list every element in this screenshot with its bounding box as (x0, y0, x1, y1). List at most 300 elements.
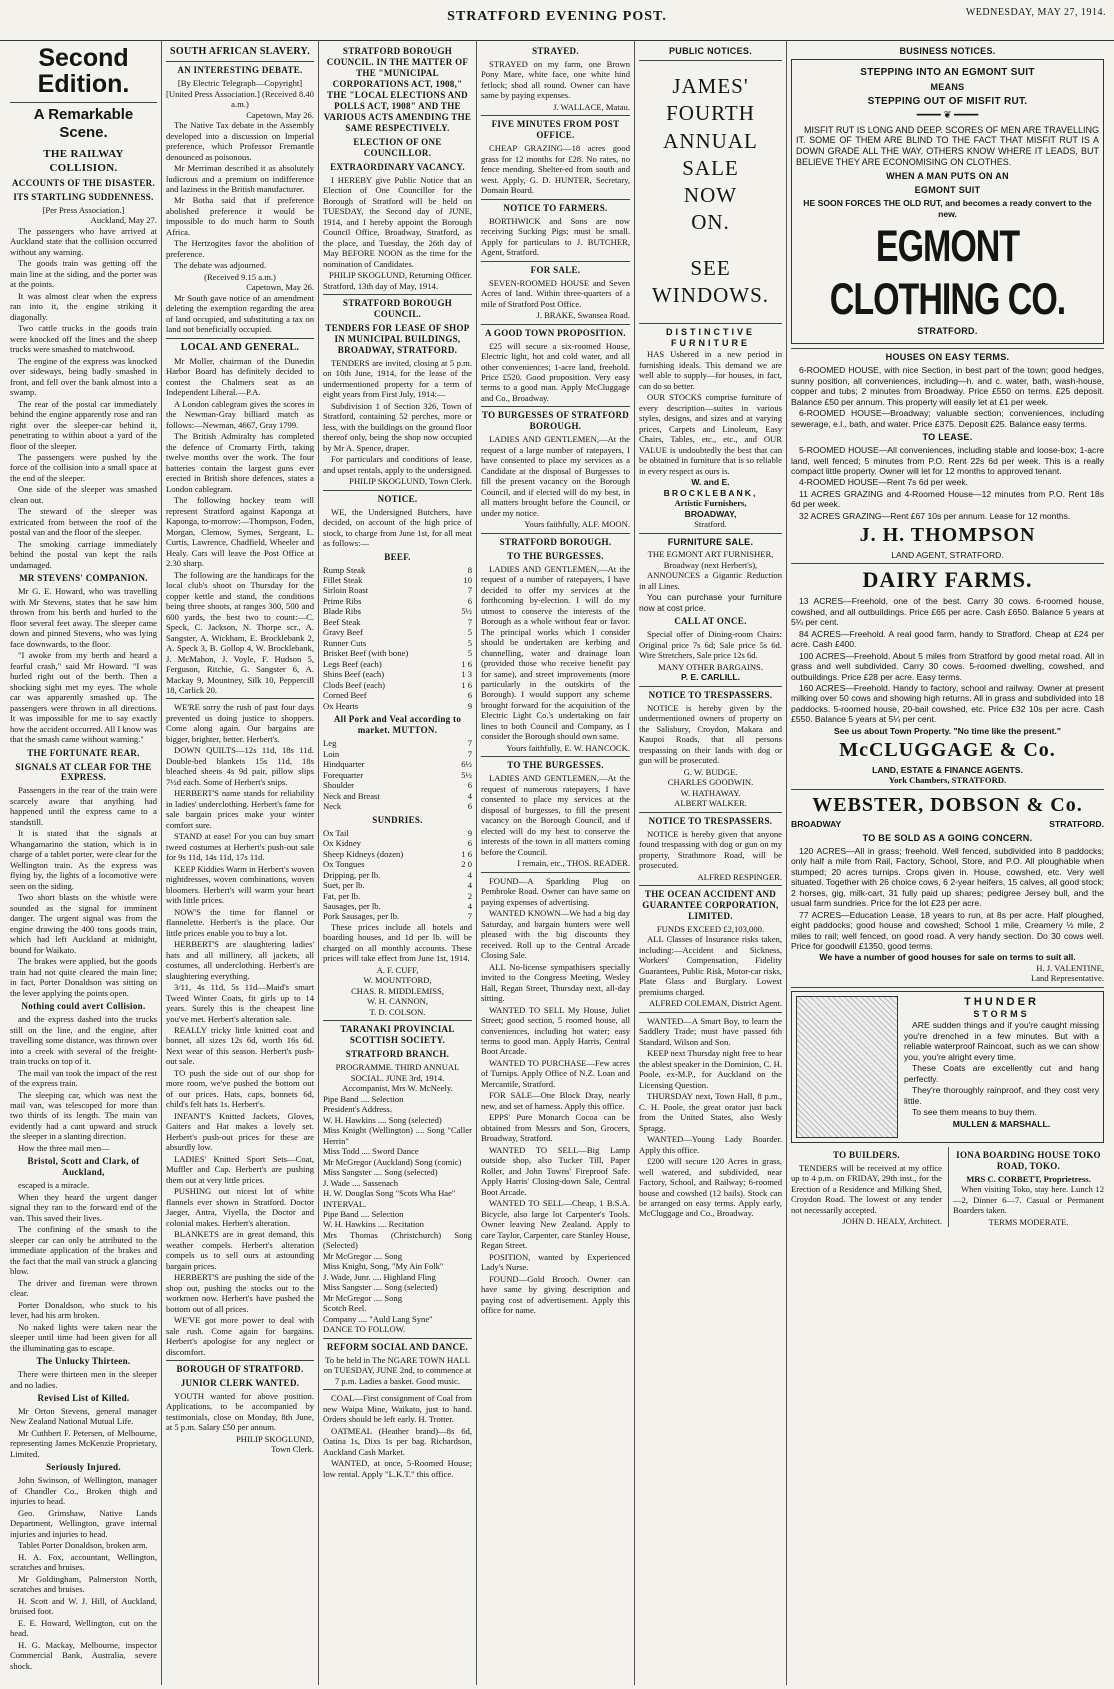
notice-body: BORTHWICK and Sons are now receiving Sucking Pigs; must be small. Apply for particulars to J. BUTCHER, Agent, Stratford. (481, 215, 630, 258)
price-item: Ox Tongues (323, 859, 365, 870)
price-item: Leg (323, 738, 337, 749)
price-row (323, 749, 472, 759)
programme-item: DANCE TO FOLLOW. (323, 1324, 406, 1335)
dairy-farms-heading: DAIRY FARMS. (862, 567, 1033, 593)
classified-ad: HERBERT'S are slaughtering ladies' hats and all millinery, all jackets, all costumes, all underclothing. Herbert's are slaughtering everything. (166, 939, 314, 981)
article-paragraph: E. E. Howard, Wellington, cut on the head. (10, 1617, 157, 1639)
price-value: 5 (467, 648, 472, 659)
ad-line: WINDOWS. (651, 283, 770, 308)
beef-price-list (323, 565, 472, 712)
price-row (323, 690, 472, 700)
notice-body: YOUTH wanted for above position. Applications, to be accompanied by testimonials, close on Monday, 8th June, at 5 p.m. Salary £50 per annum. (166, 1390, 314, 1433)
programme-item: President's Address. (323, 1104, 392, 1115)
classified-ad: FOUND—A Sparkling Plug on Pembroke Road. Owner can have same on paying expenses of advertising. (481, 875, 630, 907)
price-item: Beef Steak (323, 616, 361, 627)
raincoat-illustration-icon (796, 996, 898, 1138)
price-row (323, 606, 472, 616)
ad-signature: P. E. CARLILL. (680, 672, 741, 683)
price-value: 7 (467, 616, 472, 627)
bottom-notices (791, 1147, 1104, 1227)
agent-signature-title: Land Representative. (1030, 973, 1104, 984)
wire-credit: [Per Press Association.] (42, 204, 125, 215)
notice-heading: A GOOD TOWN PROPOSITION. (485, 327, 626, 338)
programme-title: PROGRAMME. THIRD ANNUAL SOCIAL. JUNE 3rd, 1914. (335, 1062, 460, 1083)
butchers-notice-heading: NOTICE. (377, 493, 418, 504)
notice-signature: J. BRAKE, Swansea Road. (536, 310, 630, 321)
article-paragraph: The rear of the postal car immediately behind the engine apparently rose and ran right over the sleeper-car behind it, penetrating to within about a yard of the floor of the sleeper. (10, 398, 157, 451)
notice-signature: Yours faithfully, ALF. MOON. (524, 519, 630, 530)
article-paragraph: Mr Botha said that if preference abolished preference it would be impossible to do much harm to South Africa. (166, 195, 314, 237)
listing: 160 ACRES—Freehold. Handy to factory, school and railway. Owner at present milking over 50 cows and showing high returns. All in grass and subdivided into 18 paddocks. 5-roomed house, 20-bail cowshed, etc. Price £32 10s per acre. Cash £550. Balance 5 years at 5¼ per cent. (791, 683, 1104, 725)
article-paragraph: Mr Orton Stevens, general manager New Zealand National Mutual Life. (10, 1406, 157, 1427)
ad-line: SEE (690, 255, 731, 280)
newspaper-title: STRATFORD EVENING POST. (447, 9, 667, 24)
programme-item: Mr McGregor .... Song (323, 1250, 403, 1261)
classified-ad: WANTED TO SELL My House, Juliet Street; good section, 5 roomed house, all conveniences, including hot water; easy terms to good man. Apply Harris, Central Boot Arcade. (481, 1004, 630, 1057)
price-item: Corned Beef (323, 690, 367, 701)
programme-item: Miss Todd .... Sword Dance (323, 1146, 419, 1157)
price-item: Forequarter (323, 769, 364, 780)
price-value: 8 (467, 564, 472, 575)
tender-heading: STRATFORD BOROUGH COUNCIL. (342, 297, 453, 319)
insurance-heading: THE OCEAN ACCIDENT AND GUARANTEE CORPORATION, LIMITED. (642, 888, 779, 921)
classified-ad: KEEP Kiddies Warm in Herbert's woven nightdresses, woven combinations, woven bloomers. Herbert's will warm your heart with little prices. (166, 863, 315, 906)
price-item: Fillet Steak (323, 575, 363, 585)
local-general-heading: LOCAL AND GENERAL. (180, 341, 300, 353)
price-value: 4 (467, 900, 472, 911)
notice-heading: FOR SALE. (530, 264, 581, 275)
price-value: 1 6 (461, 848, 472, 859)
price-row (323, 565, 472, 575)
price-row (323, 838, 472, 848)
price-row (323, 659, 472, 669)
ad-line: ANNUAL (663, 128, 758, 153)
classified-ad: STAND at ease! For you can buy smart tweed costumes at Herbert's push-out sale for 9s 11d, 14s 11d, 17s 11d. (166, 831, 314, 863)
furniture-sale-subheading: THE EGMONT ART FURNISHER, Broadway (next Herbert's), (647, 549, 774, 570)
subheading: THE FORTUNATE REAR. (27, 747, 140, 758)
signature-line: W. MOUNTFORD, (363, 975, 432, 986)
classified-ad: WANTED TO PURCHASE—Few acres of Turnips. Apply Office of N.Z. Loan and Mercantile, Stratford. (481, 1057, 630, 1089)
price-row (323, 738, 472, 748)
article-paragraph: The debate was adjourned. (174, 260, 267, 271)
classified-ad: BLANKETS are in great demand, this weather compels. Herbert's alteration compels us to sell ours at astounding bargain prices. (166, 1229, 314, 1271)
price-row (323, 870, 472, 880)
article-paragraph: The mail van took the impact of the rest of the express train. (10, 1067, 157, 1089)
notice-heading: FIVE MINUTES FROM POST OFFICE. (491, 119, 620, 141)
notice-heading: IONA BOARDING HOUSE TOKO ROAD, TOKO. (956, 1149, 1101, 1171)
ad-heading: THUNDER (964, 995, 1039, 1008)
issue-date: WEDNESDAY, MAY 27, 1914. (965, 7, 1106, 18)
price-value: 4 (467, 869, 472, 880)
article-paragraph: The following hockey team will represent Stratford against Kaponga at Kaponga, to-morrow:—Thompson, Foden, Morgan, Clemow, Symes, Sergeant, L. Curtis, Lawrence, Chadfield, Wheeler and Healy. Cars will leave the Post Office at 2.30 sharp. (166, 495, 314, 569)
ad-body: You can purchase your furniture now at cost price. (639, 592, 782, 613)
notice-signature: J. WALLACE, Matau. (553, 101, 630, 112)
notice-subheading: JUNIOR CLERK WANTED. (180, 1377, 300, 1388)
article-paragraph: Mr Goldingham, Palmerston North, scratches and bruises. (10, 1573, 157, 1595)
article-paragraph: The passengers who have arrived at Auckland state that the collision occurred without any warning. (10, 225, 157, 257)
column-2 (161, 40, 318, 1685)
programme-item: Mrs Thomas (Christchurch) Song (Selected) (323, 1229, 472, 1251)
ad-signature: BROCKLEBANK, (663, 487, 758, 498)
ad-body: OUR STOCKS comprise furniture of every description—suites in various styles, designs, and sizes and at varying prices, Carpets and Linoleum, Easy Chairs, Tables, etc., etc., and OUR VALUE is undoubtedly the best that can be obtained in furniture that is so reliable in every respect as ours is. (639, 392, 782, 476)
classified-ad: INFANT'S Knitted Jackets, Gloves, Gaiters and Hat makes a lovely set. Herbert's push-out prices for these are absurdly low. (166, 1110, 314, 1153)
scottish-society-heading: TARANAKI PROVINCIAL SCOTTISH SOCIETY. (340, 1024, 455, 1046)
price-item: Blade Ribs (323, 606, 361, 617)
accounts-heading: ACCOUNTS OF THE DISASTER. (11, 177, 156, 188)
price-item: Loin (323, 748, 340, 759)
classified-ad: ALL No-license sympathisers specially invited to the Congress Meeting, Wesley Hall, Regan Street, Thursday next, all-day sitting. (481, 961, 630, 1004)
butcher-signatures (323, 965, 472, 1017)
agent-location (791, 819, 1104, 829)
price-value: 5½ (461, 769, 472, 780)
notice-heading: TO BURGESSES OF STRATFORD BOROUGH. (481, 410, 630, 432)
price-row (323, 575, 472, 585)
price-item: Ox Kidney (323, 838, 361, 849)
article-paragraph: The confining of the smash to the sleeper car can only be attributed to the immediate application of the brakes and the fact that the mail van struck a glancing blow. (10, 1224, 157, 1277)
notice-body: WE, the Undersigned Butchers, have decided, on account of the high price of stock, to charge from June 1st, for all meat as follows:— (323, 506, 472, 549)
notice-heading: NOTICE TO FARMERS. (503, 202, 608, 213)
proprietor: MRS C. CORBETT, Proprietress. (966, 1173, 1091, 1184)
price-item: Ox Hearts (323, 700, 359, 711)
article-paragraph: Geo. Grimshaw, Native Lands Department, Wellington, grave internal injuries and injuries to head. (10, 1507, 157, 1539)
article-paragraph: When they heard the urgent danger signal they ran to the forward end of the van. This saved their lives. (10, 1191, 157, 1223)
signature-line: CHARLES GOODWIN. (667, 777, 754, 788)
programme-item: Pipe Band .... Selection (323, 1093, 404, 1104)
listing: 6-ROOMED HOUSE—Broadway; valuable section; conveniences, including sewerage, e.l., bath, and water. Price £375. Deposit £25. Balance easy terms. (791, 408, 1104, 429)
houses-heading: HOUSES ON EASY TERMS. (885, 352, 1010, 363)
price-item: Sausages, per lb. (323, 900, 381, 911)
classified-ad: DOWN QUILTS—12s 11d, 18s 11d. Double-bed blankets 15s 11d, 18s bleached sheets 4s 9d pair, pillow slips 7½d each. Some of Herbert's snips. (166, 745, 314, 787)
notice-signature: I remain, etc., THOS. READER. (517, 858, 630, 869)
classified-ad: REALLY tricky little knitted coat and bonnet, all sizes 12s 6d, worth 16s 6d. Next wear of this season. Herbert's push-out sale. (166, 1025, 314, 1067)
article-paragraph: John Swinson, of Wellington, manager of Chandler Co., Broken thigh and injuries to head. (10, 1475, 157, 1507)
ad-line: WHEN A MAN PUTS ON AN (886, 171, 1009, 182)
price-value: 7 (467, 911, 472, 922)
programme-item: J. Wade, Junr. .... Highland Fling (323, 1271, 436, 1282)
column-6 (786, 40, 1108, 1685)
notice-body: LADIES AND GENTLEMEN,—At the request of numerous ratepayers, I have consented to place my services at the disposal of burgesses, to fill the present vacancy on the Borough Council, and if elected will do my best to conserve the interests of the town in all matters coming before the Council. (481, 773, 630, 857)
price-value: 2 0 (461, 859, 472, 870)
article-paragraph: The British Admiralty has completed the defence of Cromarty Firth, taking twelve months over the work. The four batteries contain the largest guns ever erected in British shore defences, states a London cablegram. (166, 431, 314, 494)
classified-ad: £200 will secure 120 Acres in grass, well watered, and subdivided, near Factory, School, and Railway; 6-roomed house and cowshed (12 bails). Stock can be arranged on easy terms. Apply early, McCluggage and Co., Broadway. (639, 1156, 782, 1219)
article-paragraph: escaped is a miracle. (18, 1180, 90, 1191)
election-heading: STRATFORD BOROUGH COUNCIL. IN THE MATTER OF THE "MUNICIPAL CORPORATIONS ACT, 1908," THE "LOCAL ELECTIONS AND POLLS ACT, 1908" AND THE VARIOUS ACTS AMENDING THE SAME RESPECTIVELY. (323, 46, 472, 133)
article-paragraph: The smoking carriage immediately behind the postal van kept the rails undamaged. (10, 538, 157, 570)
ad-body: These Coats are excellently cut and hang perfectly. (904, 1063, 1099, 1084)
programme-item: Miss Sangster .... Song (selected) (323, 1167, 438, 1178)
price-value: 9 (467, 827, 472, 838)
listing-footer: We have a number of good houses for sale on terms to suit all. (819, 952, 1076, 963)
price-item: Neck (323, 801, 342, 812)
price-list-heading: All Pork and Veal according to market. MUTTON. (333, 714, 462, 736)
listing: 13 ACRES—Freehold, one of the best. Carry 30 cows. 6-roomed house, cowshed, and all outbuildings. Price £65 per acre. Cash £650. Balance 5 years at 5¼ per cent. (791, 596, 1104, 628)
article-paragraph: The driver and fireman were thrown clear. (10, 1277, 157, 1299)
price-row (323, 585, 472, 595)
article-paragraph: How the three mail men— (18, 1142, 110, 1153)
column-5 (634, 40, 786, 1685)
article-paragraph: H. G. Mackay, Melbourne, inspector Commercial Bank, Australia, severe shock. (10, 1639, 157, 1671)
scottish-society-subheading: STRATFORD BRANCH. (345, 1049, 450, 1060)
notice-body: NOTICE is hereby given that anyone found trespassing with dog or gun on my property, Strathmore Road, will be prosecuted. (639, 828, 782, 871)
notice-heading: NOTICE TO TRESPASSERS. (648, 689, 773, 700)
price-row (323, 891, 472, 901)
article-paragraph: The steward of the sleeper was extricated from between the roof of the postal van and the floor of the sleeper. (10, 506, 157, 538)
price-row (323, 901, 472, 911)
furniture-sale-heading: FURNITURE SALE. (667, 536, 754, 547)
price-list-heading: BEEF. (384, 551, 411, 562)
programme-item: INTERVAL. (323, 1198, 367, 1209)
classified-ad: WANTED TO SELL—Big Lamp outside shop, also Tucker Till, Paper Roller, and John Towns' Fireproof Safe. Apply Harris' Closing-down Sale, Central Boot Arcade. (481, 1144, 630, 1197)
subheading: Seriously Injured. (46, 1462, 121, 1473)
ad-line: STRATFORD. (917, 326, 978, 337)
price-value: 7 (467, 585, 472, 596)
ad-signature: W. and E. (691, 477, 730, 488)
election-subheading: ELECTION OF ONE COUNCILLOR. (353, 136, 442, 158)
notice-body: NOTICE is hereby given by the undermentioned owners of property on the Salisbury, Croydon, Makara and Kaupoi Roads, that all persons trespassing on their lands with dog or gun will be prosecuted. (639, 702, 782, 766)
debate-heading: AN INTERESTING DEBATE. (177, 65, 303, 76)
notice-body: £25 will secure a six-roomed House, Electric light, hot and cold water, and all other conveniences; 1-acre land, freehold. Price £520. Good proposition. Very easy terms to a good man. Apply McCluggage and Co., Broadway. (481, 340, 630, 403)
price-value: 5 (467, 637, 472, 648)
furniture-ad-heading: DISTINCTIVE (665, 327, 755, 338)
ad-signature: MULLEN & MARSHALL. (952, 1118, 1051, 1129)
notice-body: STRAYED on my farm, one Brown Pony Mare, white face, one white hind fetlock; shod all round. Owner can have same by paying expenses. (481, 58, 630, 101)
article-paragraph: Mr South gave notice of an amendment deleting the exemption regarding the area of land occupied, and substituting a tax on land not beneficially occupied. (166, 292, 314, 335)
article-paragraph: The passengers were pushed by the force of the collision into a small space at the end of the sleeper. (10, 451, 157, 483)
article-paragraph: There were thirteen men in the sleeper and no ladies. (10, 1369, 157, 1390)
agent-name: McCLUGGAGE & Co. (839, 739, 1056, 762)
agent-signature: H. J. VALENTINE, (1036, 962, 1104, 973)
classified-ad: WANTED—A Smart Boy, to learn the Saddlery Trade; must have passed 6th Standard. Wilson and Son. (639, 1015, 782, 1047)
programme-item: Miss Knight, Song, "My Ain Folk" (323, 1261, 444, 1272)
classified-ad: HERBERT'S are pushing the side of the shop out, pushing the stocks out to the workmen now. Herbert's have pushed the bottom out of all prices. (166, 1272, 314, 1314)
notice-body: ALL Classes of Insurance risks taken, including:—Accident and Sickness, Workers' Compensation, Fidelity Guarantees, Public Risk, Motor-car risks, Plate Glass and Burglary. Lowest premiums charged. (639, 934, 782, 997)
listing-footer: See us about Town Property. "No time like the present." (833, 725, 1061, 736)
programme-item: Mr McGregor (Auckland) Song (comic) (323, 1156, 462, 1167)
classified-ad: LADIES' Knitted Sport Sets—Coat, Muffler and Cap. Herbert's are pushing them out at very little prices. (166, 1153, 314, 1185)
price-value: 6 (467, 780, 472, 791)
article-paragraph: The Native Tax debate in the Assembly developed into a discussion on Imperial preference, which Professor Fremantle denounced as poisonous. (166, 120, 314, 162)
price-value: 4 (467, 880, 472, 891)
price-value: 2 (467, 890, 472, 901)
price-value: 6½ (461, 759, 472, 770)
classified-ad: WANTED TO SELL—Cheap, 1 B.S.A. Bicycle, also large lot Carpenter's Tools. Owner leaving New Zealand. Apply to care Taylor, Carpenter, care Stanley House, Regan Street. (481, 1198, 630, 1251)
signature-line: W. HATHAWAY. (680, 787, 741, 798)
price-item: Brisket Beef (with bone) (323, 648, 409, 659)
reform-social-heading: REFORM SOCIAL AND DANCE. (326, 1341, 469, 1352)
notice-signature: PHILIP SKOGLUND, Town Clerk. (349, 476, 472, 487)
classified-ad: WE'VE got more power to deal with sale rush. Come again for bargains. Herbert's apologise for any neglect or discomfort. (166, 1315, 314, 1357)
see-windows-ad (639, 255, 782, 310)
listing: 120 ACRES—All in grass; freehold. Well fenced, subdivided into 8 paddocks; only half a mile from Rail, Factory, School, Store, and P.O. All ploughable when stumped; 20 acres turnips. Crops given in. House, cowshed, etc. Very well situated. Together with 26 choice cows, 6 2-year heifers, 15 calves, all good stock; 2 horses, gig, milk-cart, 31 fully paid up shares; pedigree Jersey bull, and the usual farm sundries. Price for the lot £23 per acre. (791, 845, 1104, 909)
notice-signature-title: Town Clerk. (271, 1444, 314, 1455)
notice-heading: NOTICE TO TRESPASSERS. (648, 815, 773, 826)
subheading: Bristol, Scott and Clark, of Auckland, (27, 1156, 140, 1178)
article-paragraph: The sleeping car, which was next the mail van, was telescoped for more than two thirds of its length. The main van evidently had a cant upward and struck the sleeper in a slanting direction. (10, 1089, 157, 1142)
notice-body: For particulars and conditions of lease, and upset rentals, apply to the undersigned. (323, 454, 472, 475)
article-paragraph: Mr Merriman described it as absolutely ludicrous and a premium on indifference and laziness in the British manufacturer. (166, 163, 314, 194)
collision-heading: THE RAILWAY COLLISION. (43, 148, 124, 174)
programme-item: Scotch Reel. (323, 1303, 367, 1314)
price-row (323, 880, 472, 890)
column-4 (476, 40, 634, 1685)
price-item: Shins Beef (each) (323, 669, 385, 680)
column-3 (318, 40, 476, 1685)
ad-line: JAMES' (672, 73, 749, 98)
price-value: 5½ (461, 606, 472, 617)
article-paragraph: The engine of the express was knocked over sideways, being badly smashed in front, and fell over the bank almost into a swamp. (10, 355, 157, 398)
classified-ad: OATMEAL (Heather brand)—8s 6d, Oatina 1s, Dixs 1s per bag. Richardson, Auckland Cash Market. (323, 1425, 472, 1457)
thunder-storms-ad (791, 991, 1104, 1143)
classified-ad: WE'RE sorry the rush of past four days prevented us doing justice to shoppers. Come along again. Our bargains are bigger, brighter, better. Herbert's. (166, 702, 314, 744)
classified-ad: 3/11, 4s 11d, 5s 11d—Maid's smart Tweed Winter Coats, fit girls up to 14 years. Surely this is the cheapest line you've met. Herbert's alteration sale. (166, 982, 314, 1024)
article-paragraph: No naked lights were taken near the sleeper until time had been given for all the illuminating gas to escape. (10, 1321, 157, 1353)
ad-body: ARE sudden things and if you're caught missing you're drenched in a few minutes. But with a reliable waterproof Raincoat, such as we can show you, you're alright every time. (904, 1020, 1099, 1062)
notice-body: To be held in The NGARE TOWN HALL on TUESDAY, JUNE 2nd, to commence at 7 p.m. Ladies a basket. Good music. (323, 1354, 472, 1386)
price-value: 1 3 (461, 669, 472, 680)
price-item: Sirloin Roast (323, 585, 369, 596)
classified-ad: PUSHING out nicest lot of white flannels ever shown in Stratford. Doctor Jaeger, Antra, Viyella, the Doctor and colonial makes. Herbert's alteration. (166, 1186, 314, 1228)
notice-date: Stratford, 13th day of May, 1914. (323, 280, 438, 291)
classified-ad: COAL—First consignment of Coal from new Waipa Mine, Waikato, just to hand. Orders should be left early. H. Trotter. (323, 1393, 472, 1425)
ad-line: NOW (683, 183, 738, 208)
furniture-ad-heading: FURNITURE (671, 338, 750, 349)
classified-ad: NOW'S the time for flannel or flannelette. Herbert's is the place. Our little prices enable you to buy a lot. (166, 906, 314, 938)
article-paragraph: Mr Cuthbert F. Petersen, of Melbourne, representing James McKenzie Proprietary, Limited. (10, 1427, 157, 1459)
price-row (323, 701, 472, 711)
ad-signature: BROADWAY, (684, 508, 737, 519)
price-row (323, 638, 472, 648)
price-item: Gravy Beef (323, 627, 363, 638)
price-row (323, 648, 472, 658)
article-paragraph: The following are the handicaps for the local club's shoot on Thursday for the copper kettle and stand, the conditions being three shoots, at ranges 300, 500 and 600 yards, the best two to count:—C. Speck, C. Jackson, N. Thorpe scr., A. Sangster, A. Wickham, E. Brocklebank 2, A. Speck 3, B. Gollop 4, W. Brocklebank, J. McMahon, J. Voyle, F. Hudson 5, Ferguson, Ritchie, G. Sangster 6, A. Mackay 9, Mountney, Silk 10, Peppercill 18, Carlick 20. (166, 569, 314, 695)
article-paragraph: The brakes were applied, but the goods train had not quite cleared the main line; in fact, Porter Donaldson was sitting on the lever applying the points open. (10, 956, 157, 998)
listing: 100 ACRES—Freehold. About 5 miles from Stratford by good metal road. All in grass and well subdivided. Carry 30 cows. 5-roomed dwelling, cowshed, and outbuildings. Price £28 per acre. Easy terms. (791, 650, 1104, 682)
price-row (323, 627, 472, 637)
article-paragraph: and the express dashed into the trucks still on the line, and the engine, after travelling some distance, was thrown over into a creek with several of the freight-train trucks on top of it. (10, 1014, 157, 1067)
public-notices-heading: PUBLIC NOTICES. (668, 46, 752, 56)
price-row (323, 596, 472, 606)
notice-body: LADIES AND GENTLEMEN,—At the request of a large number of ratepayers, I have consented to place my services as a Candidate at the disposal of Burgesses to fill the present vacancy on the Borough Council, and if elected will do my best, in all matters brought before the Council, or under my notice. (481, 434, 630, 518)
article-paragraph: Two short blasts on the whistle were sounded as the signal for imminent danger. The urgent signal was from the engine drawing the 400 tons goods train, which had left Auckland at midnight, bound for Waikato. (10, 892, 157, 955)
price-value: 7 (467, 738, 472, 749)
price-value: 6 (467, 838, 472, 849)
price-item: Fat, per lb. (323, 890, 361, 901)
price-item: Pork Sausages, per lb. (323, 911, 400, 922)
wire-credit: [By Electric Telegraph—Copyright] [United Press Association.] (Received 8.40 a.m.) (166, 78, 314, 110)
dateline: Capetown, May 26. (246, 109, 314, 120)
dateline: Capetown, May 26. (246, 282, 314, 293)
price-value: 6 (467, 690, 472, 701)
notice-signature: PHILIP SKOGLUND, Returning Officer. (329, 270, 472, 281)
agent-name: J. H. THOMPSON (859, 524, 1036, 547)
agent-town: STRATFORD. (1049, 819, 1104, 830)
ad-signature: Stratford. (694, 519, 727, 530)
notice-signature: ALFRED COLEMAN, District Agent. (649, 998, 782, 1009)
price-item: Ox Tail (323, 827, 349, 838)
notice-body: LADIES AND GENTLEMEN,—At the request of a number of ratepayers, I have decided to offer my services at the forthcoming by-election. I will do my utmost to conserve the interests of the Borough as a whole without fear or favor. The principal works which I consider should be undertaken are kerbing and channelling, water and drainage loan (provided those who receive benefit pay for same), and street improvements (more particularly in the outskirts of the Borough). I would support any scheme brought forward for the acquisition of the Electric Light Co.'s undertaking on fair lines to both Council and Company, as I consider the Borough should own same. (481, 563, 630, 742)
mutton-price-list (323, 738, 472, 811)
programme-item: Miss Sangster .... Song (selected) (323, 1282, 438, 1293)
trespass-signatures (639, 767, 782, 809)
price-row (323, 828, 472, 838)
ad-callout: MANY OTHER BARGAINS. (658, 661, 763, 672)
business-notices-heading: BUSINESS NOTICES. (899, 46, 996, 56)
subheading: The Unlucky Thirteen. (36, 1356, 131, 1367)
price-value: 5 (467, 627, 472, 638)
ad-body: They're thoroughly rainproof, and they cost very little. (904, 1085, 1099, 1106)
classified-ad: TO push the side out of our shop for more room, we've pushed the bottom out of our prices. Hats, caps, bonnets 6d, child's felt hats 1s. Herbert's. (166, 1067, 314, 1110)
signature-line: G. W. BUDGE. (683, 766, 738, 777)
column-1 (6, 40, 161, 1685)
price-item: Runner Cuts (323, 637, 367, 648)
notice-body: I HEREBY give Public Notice that an Election of One Councillor for the Borough of Stratford will be held on TUESDAY, the Second day of JUNE, 1914, and I hereby appoint the Borough Council Office, Broadway, Stratford, as the place, and Tuesday, the 26th day of May BEFORE NOON as the time for the nomination of Candidates. (323, 174, 472, 269)
price-row (323, 780, 472, 790)
agent-street: BROADWAY (791, 819, 842, 830)
classified-ad: WANTED, at once, 5-Roomed House; low rental. Apply "L.K.T." this office. (323, 1458, 472, 1479)
article-paragraph: The goods train was getting off the main line at the siding, and the porter was at the points. (10, 258, 157, 290)
article-paragraph: It is stated that the signals at Whangamarino the station, which is in charge of a tablet porter, were clear for the Wellington train. As the express was flying by, the lights of a locomotive were seen on the siding. (10, 828, 157, 891)
ad-line: MEANS (930, 82, 965, 93)
ad-line: EGMONT SUIT (914, 185, 981, 196)
agent-title: LAND, ESTATE & FINANCE AGENTS. (872, 764, 1023, 775)
ornament-divider: ━━━━ ❦ ━━━━ (916, 110, 979, 122)
signature-line: CHAS. R. MIDDLEMISS, (351, 985, 444, 996)
dateline: Auckland, May 27. (90, 215, 157, 226)
programme-item: Company .... "Auld Lang Syne" (323, 1313, 433, 1324)
ad-line: STEPPING OUT OF MISFIT RUT. (867, 96, 1028, 108)
ad-body: MISFIT RUT IS LONG AND DEEP. SCORES OF MEN ARE TRAVELLING IT. SOME OF THEM ARE BLIND TO THE FACT THAT MISFIT RUT IS A DOWN GRADE ALL THE WAY. OTHERS KNOW WHERE IT LEADS, BUT BELIEVE THEY ARE ECONOMISING ON CLOTHES. (796, 124, 1099, 168)
price-value: 10 (463, 575, 472, 585)
notice-body: These prices include all hotels and boarding houses, and 1d per lb. will be charged on all monthly accounts. These prices will take effect from June 1st, 1914. (323, 921, 472, 964)
article-paragraph: Passengers in the rear of the train were scarcely aware that anything had happened until the express came to a standstill. (10, 785, 157, 827)
price-item: Legs Beef (each) (323, 658, 382, 669)
article-paragraph: Porter Donaldson, who stuck to his lever, had his arm broken. (10, 1299, 157, 1321)
price-item: Sheep Kidneys (dozen) (323, 848, 404, 859)
listing-heading: TO BE SOLD AS A GOING CONCERN. (862, 832, 1033, 843)
ad-line: HE SOON FORCES THE OLD RUT, and becomes a ready convert to the new. (803, 198, 1092, 219)
lease-heading: TO LEASE. (922, 432, 973, 443)
ad-line: STEPPING INTO AN EGMONT SUIT (860, 66, 1035, 78)
notice-signature: Yours faithfully, E. W. HANCOCK. (506, 742, 630, 753)
price-value: 6 (467, 595, 472, 606)
notice-heading: TO BUILDERS. (833, 1149, 900, 1160)
notice-body: SEVEN-ROOMED HOUSE and Seven Acres of land. Within three-quarters of a mile of Stratford Post Office. (481, 277, 630, 309)
election-subheading: EXTRAORDINARY VACANCY. (330, 161, 465, 172)
price-value: 4 (467, 790, 472, 801)
strayed-heading: STRAYED. (532, 46, 579, 56)
insurance-funds: FUNDS EXCEED £2,103,000. (656, 923, 765, 934)
price-item: Suet, per lb. (323, 880, 365, 891)
tender-subheading: TENDERS FOR LEASE OF SHOP IN MUNICIPAL BUILDINGS, BROADWAY, STRATFORD. (325, 322, 470, 355)
price-item: Shoulder (323, 780, 355, 791)
programme-list (323, 1094, 472, 1335)
article-paragraph: One side of the sleeper was smashed clean out. (10, 484, 157, 505)
notice-body: When visiting Toko, stay here. Lunch 12—2, Dinner 6—7. Casual or Permanent Boarders taken. (953, 1184, 1104, 1216)
notice-body: TENDERS will be received at my office up to 4 p.m. on FRIDAY, 29th inst., for the Erection of a Residence and Milking Shed, Croydon Road. The lowest or any tender not necessarily accepted. (791, 1162, 942, 1215)
listing: 84 ACRES—Freehold. A real good farm, handy to Stratford. Cheap at £24 per acre. Cash £400. (791, 628, 1104, 650)
classified-ad: THURSDAY next, Town Hall, 8 p.m., C. H. Poole, the great orator just back from the United States, also Wesly Spragg. (639, 1091, 782, 1133)
listing: 5-ROOMED HOUSE—All conveniences, including stable and loose-box; 1-acre land, well fenced; 5 minutes from P.O. Rent 22s 6d per week. This is a really compact little property. Owner will let for 12 months to approved tenant. (791, 445, 1104, 476)
classified-ad: FOUND—Gold Brooch. Owner can have same by giving description and paying cost of advertisement. Apply this office for name. (481, 1273, 630, 1316)
agent-title: LAND AGENT, STRATFORD. (891, 549, 1004, 560)
ad-body: Special offer of Dining-room Chairs: Original price 7s 6d; Sale price 5s 6d. Wire Stretchers, Sale price 12s 6d. (639, 629, 782, 661)
signature-line: T. D. COLSON. (369, 1006, 426, 1017)
programme-item: Mr McGregor .... Song (323, 1292, 403, 1303)
price-item: Clods Beef (each) (323, 679, 386, 690)
ad-body: HAS Ushered in a new period in furnishing ideals. This demand we are well able to supply—for houses, in fact, can do so better. (639, 349, 782, 391)
classified-ad: FOR SALE—One Block Dray, nearly new, and set of harness. Apply this office. (481, 1090, 630, 1111)
edition-heading: Second Edition. (37, 44, 130, 99)
